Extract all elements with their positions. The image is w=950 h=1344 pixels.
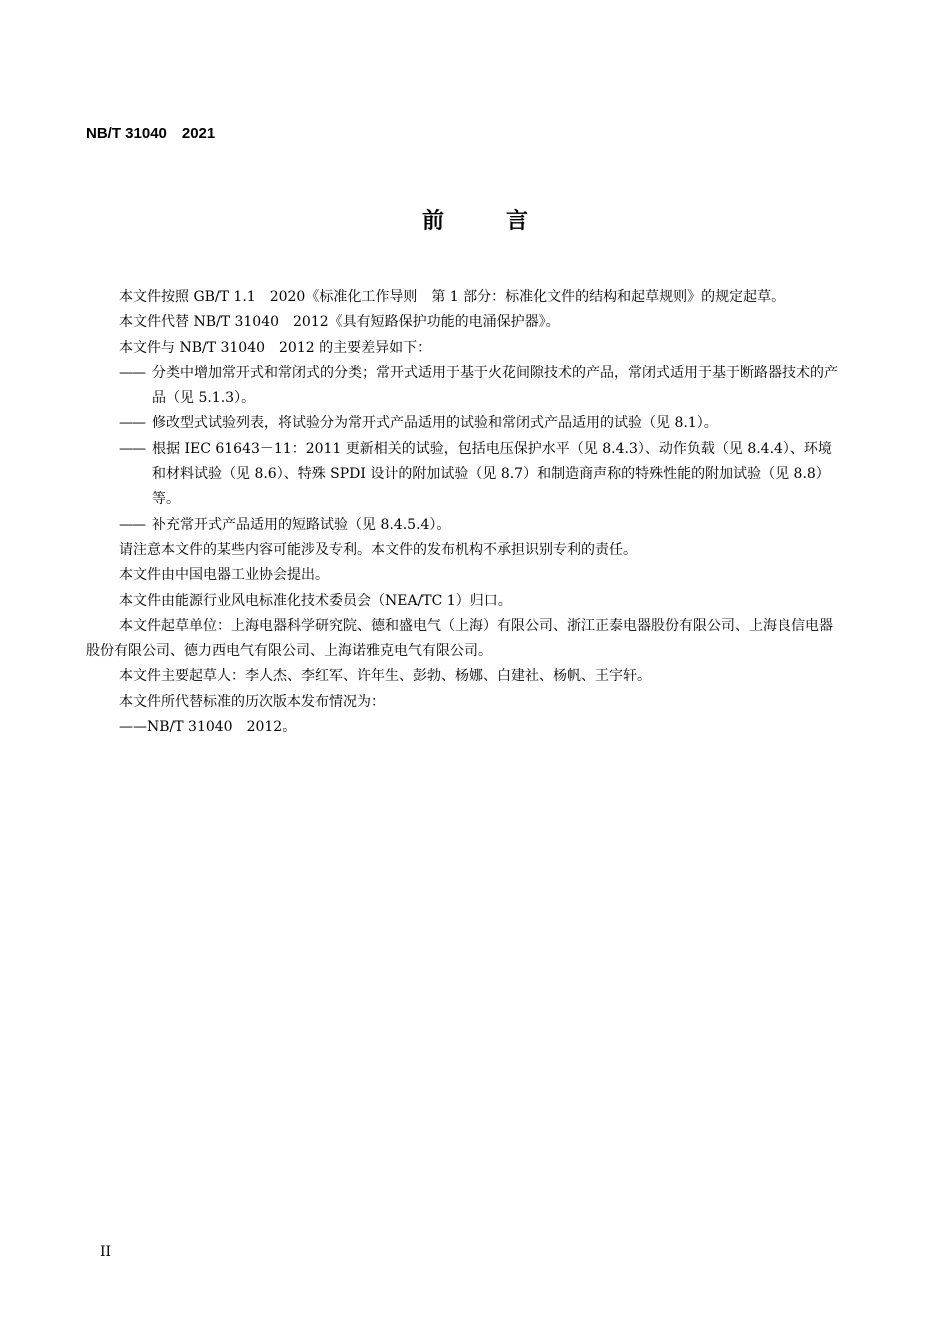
paragraph-history-item: ——NB/T 31040 2012。 xyxy=(119,719,297,736)
dash-marker: —— xyxy=(119,440,145,457)
paragraph-drafting-rules: 本文件按照 GB/T 1.1 2020《标准化工作导则 第 1 部分：标准化文件的结构和起草规则》的规定起草。 xyxy=(119,289,786,305)
difference-item xyxy=(86,361,842,412)
difference-item xyxy=(86,513,842,538)
foreword-body xyxy=(86,285,842,740)
difference-item-text: 分类中增加常开式和常闭式的分类；常开式适用于基于火花间隙技术的产品，常闭式适用于基于断路器技术的产品（见 5.1.3）。 xyxy=(152,364,838,407)
standard-code: NB/T 31040 2021 xyxy=(86,125,216,142)
dash-marker: —— xyxy=(119,415,145,432)
page-title: 前言 xyxy=(421,209,590,234)
paragraph-committee: 本文件由能源行业风电标准化技术委员会（NEA/TC 1）归口。 xyxy=(119,592,512,609)
difference-item xyxy=(86,437,842,513)
paragraph-drafting-units: 本文件起草单位：上海电器科学研究院、德和盛电气（上海）有限公司、浙江正泰电器股份有限公司、上海良信电器股份有限公司、德力西电气有限公司、上海诺雅克电气有限公司。 xyxy=(86,617,833,660)
page-number: II xyxy=(100,1244,112,1260)
difference-item-text: 修改型式试验列表，将试验分为常开式产品适用的试验和常闭式产品适用的试验（见 8.1）。 xyxy=(152,415,718,432)
difference-item-text: 补充常开式产品适用的短路试验（见 8.4.5.4）。 xyxy=(152,516,451,533)
paragraph-patent-notice: 请注意本文件的某些内容可能涉及专利。本文件的发布机构不承担识别专利的责任。 xyxy=(119,541,637,558)
dash-marker: —— xyxy=(119,516,145,533)
paragraph-history-intro: 本文件所代替标准的历次版本发布情况为： xyxy=(119,693,385,710)
paragraph-proposer: 本文件由中国电器工业协会提出。 xyxy=(119,567,329,584)
difference-item-text: 根据 IEC 61643－11：2011 更新相关的试验，包括电压保护水平（见 8.4.3）、动作负载（见 8.4.4）、环境和材料试验（见 8.6）、特殊 SPDI 设计的附加试验（见 8.7）和制造商声称的特殊性能的附加试验（见 8.8）等。 xyxy=(152,440,832,508)
paragraph-differences-intro: 本文件与 NB/T 31040 2012 的主要差异如下： xyxy=(119,339,432,356)
paragraph-replaces: 本文件代替 NB/T 31040 2012《具有短路保护功能的电涌保护器》。 xyxy=(119,314,560,331)
difference-item xyxy=(86,411,842,436)
dash-marker: —— xyxy=(119,364,145,381)
paragraph-drafters: 本文件主要起草人：李人杰、李红军、许年生、彭勃、杨娜、白建社、杨帆、王宇轩。 xyxy=(119,668,651,685)
